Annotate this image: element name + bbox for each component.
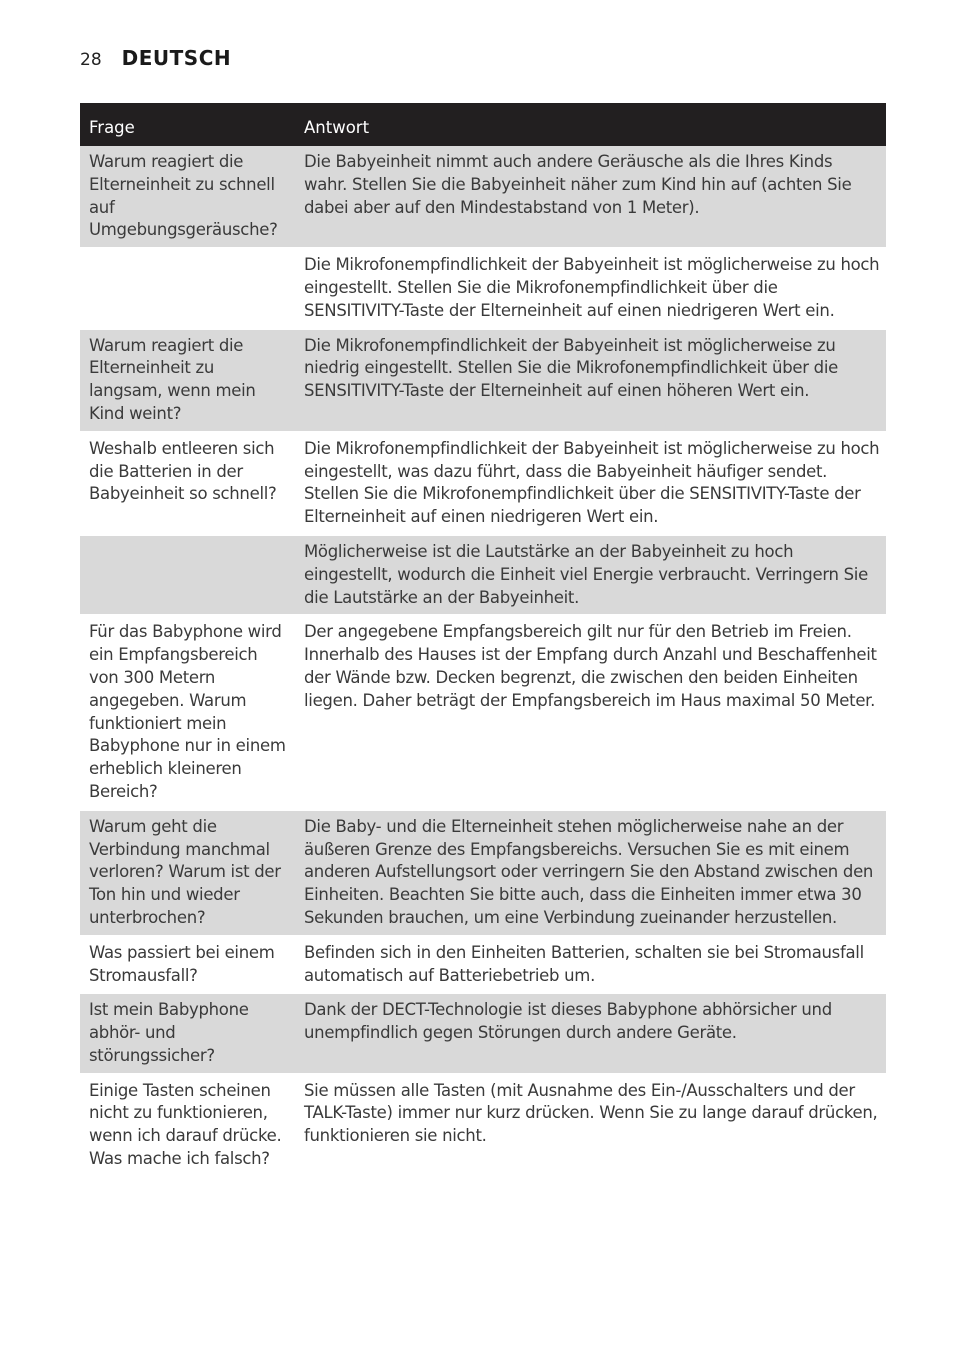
answer-cell: Befinden sich in den Einheiten Batterien, schalten sie bei Stromausfall automatisch auf Batteriebetrieb um. bbox=[292, 936, 886, 994]
table-header bbox=[80, 103, 886, 146]
answer-cell: Die Babyeinheit nimmt auch andere Geräusche als die Ihres Kinds wahr. Stellen Sie die Babyeinheit näher zum Kind hin auf (achten Sie dabei aber auf den Mindestabstand von 1 Meter). bbox=[292, 146, 886, 248]
table-row bbox=[80, 1074, 886, 1176]
answer-cell: Die Mikrofonempfindlichkeit der Babyeinheit ist möglicherweise zu niedrig eingestellt. Stellen Sie die Mikrofonempfindlichkeit über die SENSITIVITY-Taste der Elterneinheit auf einen höheren Wert ein. bbox=[292, 329, 886, 432]
question-cell: Weshalb entleeren sich die Batterien in der Babyeinheit so schnell? bbox=[80, 432, 292, 535]
table-body bbox=[80, 146, 886, 1176]
table-row bbox=[80, 248, 886, 328]
answer-cell: Sie müssen alle Tasten (mit Ausnahme des Ein-/Ausschalters und der TALK-Taste) immer nur kurz drücken. Wenn Sie zu lange darauf drücken, funktionieren sie nicht. bbox=[292, 1074, 886, 1176]
faq-table bbox=[80, 103, 886, 1176]
table-row bbox=[80, 535, 886, 615]
question-cell: Ist mein Babyphone abhör- und störungssicher? bbox=[80, 993, 292, 1073]
table-row bbox=[80, 936, 886, 994]
question-cell bbox=[80, 535, 292, 615]
table-row bbox=[80, 615, 886, 809]
answer-cell: Die Mikrofonempfindlichkeit der Babyeinheit ist möglicherweise zu hoch eingestellt. Stellen Sie die Mikrofonempfindlichkeit über die SENSITIVITY-Taste der Elterneinheit auf einen niedrigeren Wert ein. bbox=[292, 248, 886, 328]
column-header-question: Frage bbox=[80, 103, 292, 146]
page-number: 28 bbox=[80, 50, 102, 70]
page-header bbox=[80, 46, 231, 70]
question-cell: Warum geht die Verbindung manchmal verloren? Warum ist der Ton hin und wieder unterbrochen? bbox=[80, 810, 292, 936]
answer-cell: Möglicherweise ist die Lautstärke an der Babyeinheit zu hoch eingestellt, wodurch die Einheit viel Energie verbraucht. Verringern Sie die Lautstärke an der Babyeinheit. bbox=[292, 535, 886, 615]
table-row bbox=[80, 432, 886, 535]
table-row bbox=[80, 993, 886, 1073]
section-title: DEUTSCH bbox=[121, 46, 232, 70]
question-cell: Für das Babyphone wird ein Empfangsbereich von 300 Metern angegeben. Warum funktioniert mein Babyphone nur in einem erheblich kleineren Bereich? bbox=[80, 615, 292, 809]
table-row bbox=[80, 146, 886, 248]
answer-cell: Die Mikrofonempfindlichkeit der Babyeinheit ist möglicherweise zu hoch eingestellt, was dazu führt, dass die Babyeinheit häufiger sendet. Stellen Sie die Mikrofonempfindlichkeit über die SENSITIVITY-Taste der Elterneinheit auf einen niedrigeren Wert ein. bbox=[292, 432, 886, 535]
question-cell: Warum reagiert die Elterneinheit zu langsam, wenn mein Kind weint? bbox=[80, 329, 292, 432]
question-cell: Warum reagiert die Elterneinheit zu schnell auf Umgebungsgeräusche? bbox=[80, 146, 292, 248]
answer-cell: Die Baby- und die Elterneinheit stehen möglicherweise nahe an der äußeren Grenze des Empfangsbereichs. Versuchen Sie es mit einem anderen Aufstellungsort oder verringern Sie den Abstand zwischen den Einheiten. Beachten Sie bitte auch, dass die Einheiten immer etwa 30 Sekunden brauchen, um eine Verbindung zueinander herzustellen. bbox=[292, 810, 886, 936]
answer-cell: Der angegebene Empfangsbereich gilt nur für den Betrieb im Freien. Innerhalb des Hauses ist der Empfang durch Anzahl und Beschaffenheit der Wände bzw. Decken begrenzt, die zwischen den beiden Einheiten liegen. Daher beträgt der Empfangsbereich im Haus maximal 50 Meter. bbox=[292, 615, 886, 809]
question-cell: Einige Tasten scheinen nicht zu funktionieren, wenn ich darauf drücke. Was mache ich falsch? bbox=[80, 1074, 292, 1176]
column-header-answer: Antwort bbox=[292, 103, 886, 146]
table-row bbox=[80, 810, 886, 936]
question-cell: Was passiert bei einem Stromausfall? bbox=[80, 936, 292, 994]
question-cell bbox=[80, 248, 292, 328]
table-row bbox=[80, 329, 886, 432]
answer-cell: Dank der DECT-Technologie ist dieses Babyphone abhörsicher und unempfindlich gegen Störungen durch andere Geräte. bbox=[292, 993, 886, 1073]
